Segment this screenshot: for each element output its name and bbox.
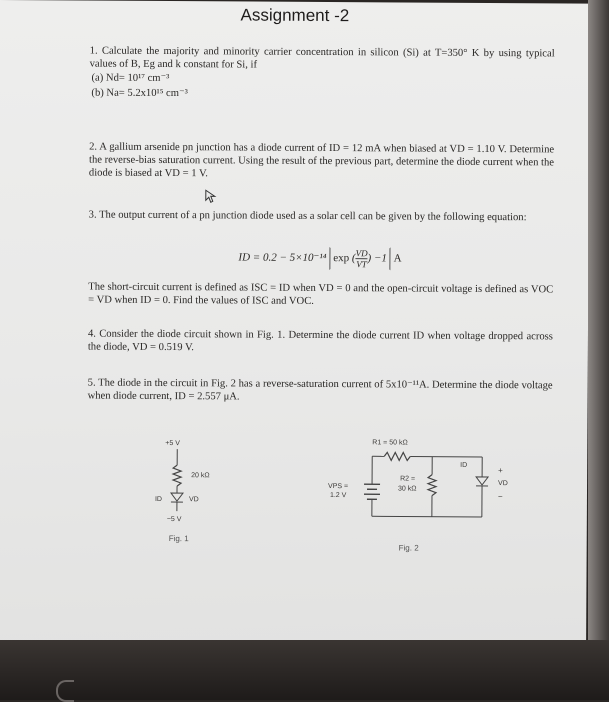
fig1-vbot-label: −5 V: [167, 516, 182, 523]
fig1-diode: [171, 493, 183, 501]
question-3: [89, 209, 554, 225]
figure-1-circuit: [137, 431, 228, 532]
fig1-vtop-label: +5 V: [165, 440, 180, 447]
right-shadow: [588, 0, 609, 700]
equation-bracket: exp ( $\frac{VD}{VT}$ ) −1: [329, 247, 391, 270]
fig2-r1-label: R1 = 50 kΩ: [372, 439, 407, 446]
fig2-resistor-r1: [384, 452, 410, 460]
question-4: [88, 328, 553, 357]
equation-denominator: VT: [355, 259, 367, 269]
question-4-text: 4. Consider the diode circuit shown in Fig. 1. Determine the diode current ID when voltage dropped across the diode, VD = 0.519 V.: [88, 328, 553, 357]
fig2-r2-value: 30 kΩ: [398, 485, 417, 492]
question-1b: (b) Na= 5.2x10¹⁵ cm⁻³: [91, 86, 554, 104]
fig2-vps-value: 1.2 V: [330, 492, 347, 499]
equation-minus-one: −1: [374, 252, 387, 264]
figure-1-caption: Fig. 1: [169, 534, 189, 543]
question-3-text: 3. The output current of a pn junction diode used as a solar cell can be given by the following equation:: [89, 209, 554, 225]
equation-exp: exp: [333, 252, 349, 264]
fig2-vps-label: VPS =: [328, 483, 348, 490]
fig2-r2-label: R2 =: [400, 475, 415, 482]
question-1: [89, 45, 554, 104]
question-5: [88, 377, 553, 406]
equation-unit: A: [394, 252, 402, 264]
equation-numerator: VD: [356, 248, 368, 259]
fig2-resistor-r2: [428, 475, 436, 496]
question-3-text-2: The short-circuit current is defined as ISC = ID when VD = 0 and the open-circuit voltage is defined as VOC = VD when ID = 0. Find the values of ISC and VOC.: [88, 281, 553, 310]
fig2-minus: −: [498, 492, 503, 501]
fig1-resistor-label: 20 kΩ: [191, 472, 210, 479]
camera-edge-icon: [56, 680, 74, 702]
page-title: Assignment -2: [0, 4, 590, 28]
question-1a: (a) Nd= 10¹⁷ cm⁻³: [91, 71, 554, 89]
question-3-part-2: [88, 281, 553, 310]
fig2-id-label: ID: [460, 462, 467, 469]
question-1-text: 1. Calculate the majority and minority carrier concentration in silicon (Si) at T=350° K by using typical values of B, Eg and k constant for Si, if: [90, 45, 555, 74]
figure-2-caption: Fig. 2: [399, 543, 419, 552]
bottom-shadow: [0, 640, 609, 700]
fig2-diode: [476, 477, 488, 485]
equation-fraction: [355, 248, 367, 269]
fig1-resistor: [173, 465, 181, 486]
question-2-text: 2. A gallium arsenide pn junction has a diode current of ID = 12 mA when biased at VD = 1.10 V. Determine the reverse-bias saturation current. Using the result of the previous part, determine the diode current when the diode is biased at VD = 1 V.: [89, 141, 554, 183]
mouse-cursor-icon: [205, 189, 217, 208]
question-2: [89, 141, 554, 183]
solar-cell-equation: [238, 246, 401, 270]
equation-lhs: ID = 0.2 − 5×10⁻¹⁴: [238, 251, 326, 264]
question-5-text: 5. The diode in the circuit in Fig. 2 has a reverse-saturation current of 5x10⁻¹¹A. Determine the diode voltage when diode current, ID = 2.557 μA.: [88, 377, 553, 406]
figure-2-circuit: [322, 434, 523, 545]
fig1-id-label: ID: [155, 496, 162, 503]
fig2-vd-label: VD: [498, 480, 508, 487]
fig2-plus: +: [498, 466, 503, 475]
fig1-vd-label: VD: [189, 496, 199, 503]
